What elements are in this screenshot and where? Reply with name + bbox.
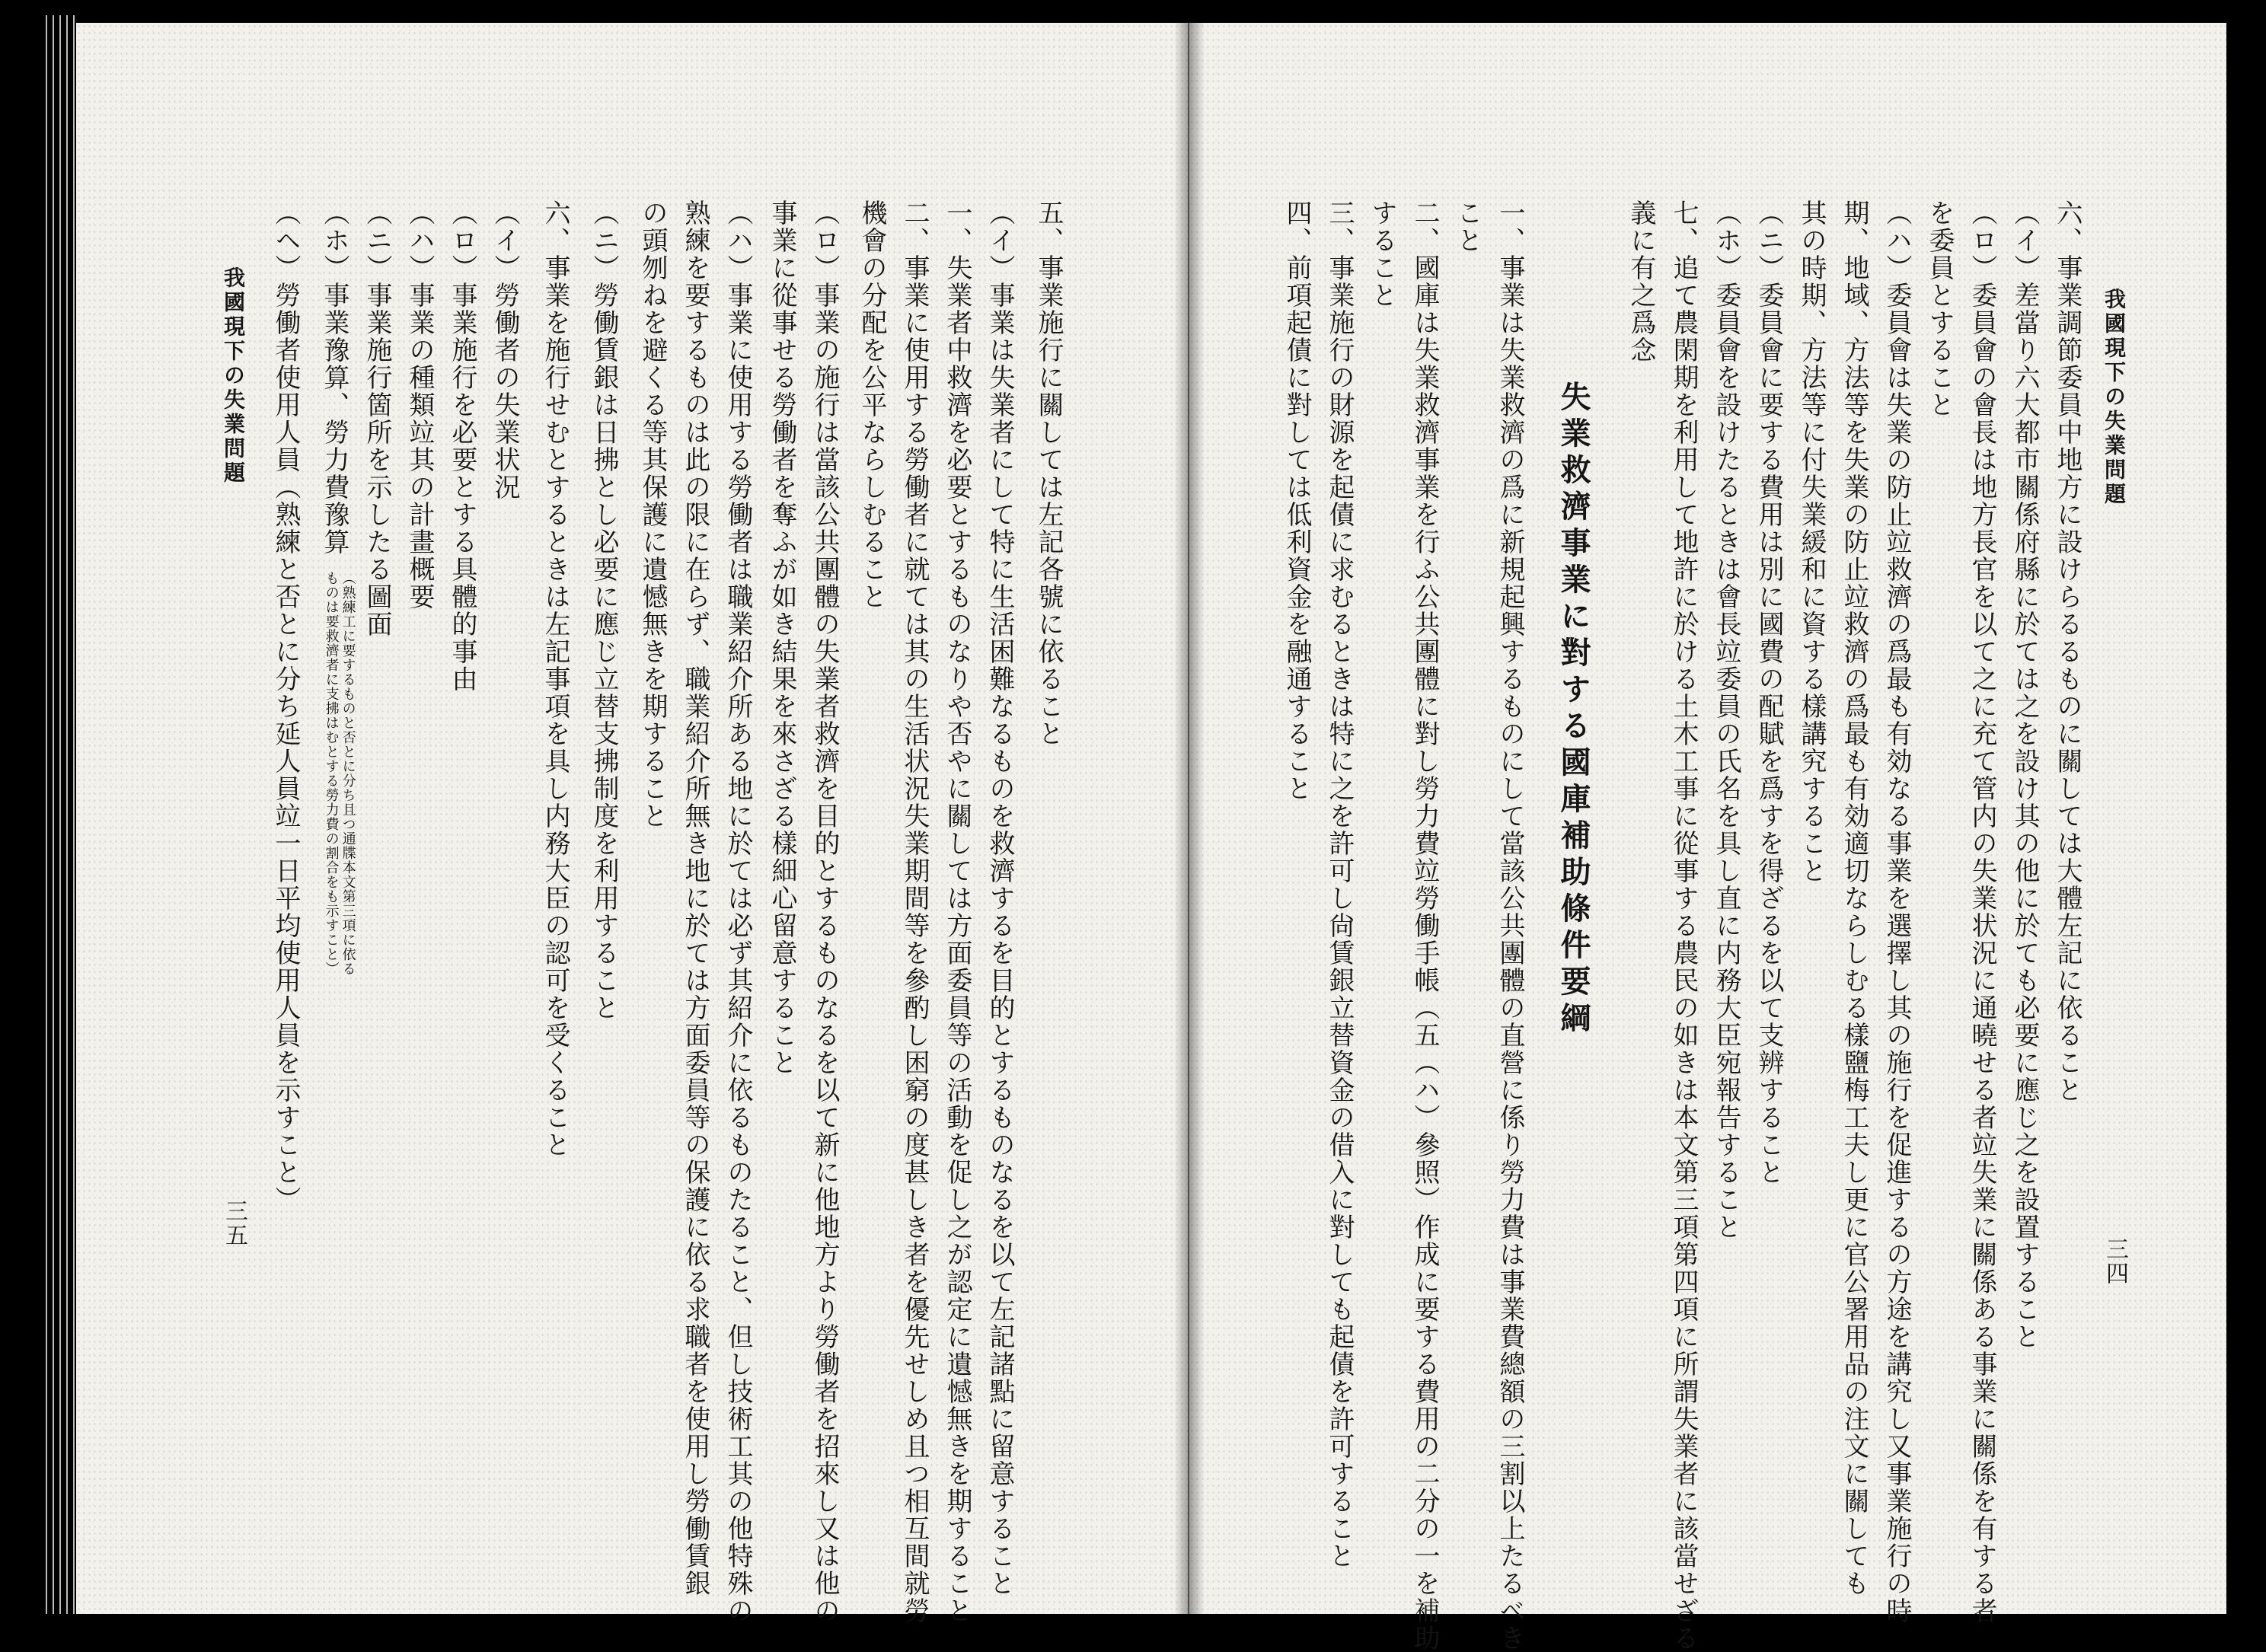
right-section-heading: 失業救濟事業に對する國庫補助條件要綱 <box>1556 381 1591 1038</box>
right-line-13: 一、事業は失業救濟の爲に新規起興するものにして當該公共團體の直營に係り勞力費は事業費總額の三割以上たるべき <box>1495 199 1525 1652</box>
left-line-2: （イ）事業は失業者にして特に生活困難なるものを救濟するを目的とするものなるを以て左記諸點に留意すること <box>985 199 1015 1597</box>
left-line-6: （ロ）事業の施行は當該公共團體の失業者救濟を目的とするものなるを以て新に他地方より勞働者を招來し又は他の <box>809 199 840 1625</box>
book-gutter <box>1174 23 1205 1614</box>
left-line-10: の頭刎ねを避くる等其保護に遺憾無きを期すること <box>637 199 668 830</box>
left-line-11: （ニ）勞働賃銀は日拂とし必要に應じ立替支拂制度を利用すること <box>589 199 619 1022</box>
right-line-18: 四、前項起債に對しては低利資金を融通すること <box>1281 199 1312 802</box>
right-line-10: 七、追て農閑期を利用して地許に於ける土木工事に從事する農民の如きは本文第三項第四項に所謂失業者に該當せざる <box>1668 199 1699 1652</box>
left-line-18: （ヘ）勞働者使用人員（熟練と否とに分ち延人員竝一日平均使用人員を示すこと） <box>270 199 301 1213</box>
left-page <box>76 23 1189 1614</box>
left-line-5: 機會の分配を公平ならしむること <box>857 199 887 611</box>
left-line-12: 六、事業を施行せむとするときは左記事項を具し内務大臣の認可を受くること <box>540 199 570 1159</box>
right-line-2: （イ）差當り六大都市關係府縣に於ては之を設け其の他に於ても必要に應じ之を設置すること <box>2009 199 2040 1351</box>
right-line-4: を委員とすること <box>1924 199 1955 419</box>
right-line-8: （ニ）委員會に要する費用は別に國費の配賦を爲すを得ざるを以て支辨すること <box>1754 199 1784 1186</box>
right-line-14: こと <box>1452 199 1482 254</box>
right-line-5: （ハ）委員會は失業の防止竝救濟の爲最も有効なる事業を選擇し其の施行を促進するの方途を講究し又事業施行の時 <box>1881 199 1912 1625</box>
left-line-3: 一、失業者中救濟を必要とするものなりや否やに關しては方面委員等の活動を促し之が認定に遺憾無きを期すること <box>942 199 972 1625</box>
right-line-3: （ロ）委員會の會長は地方長官を以て之に充て管内の失業状況に通曉せる者竝失業に關係ある事業に關係を有する者 <box>1967 199 1997 1625</box>
right-line-9: （ホ）委員會を設けたるときは會長竝委員の氏名を具し直に内務大臣宛報告すること <box>1711 199 1741 1241</box>
right-line-16: すること <box>1367 199 1397 309</box>
left-line-8: （ハ）事業に使用する勞働者は職業紹介所ある地に於ては必ず其紹介に依るものたること、但し技術工其の他特殊の <box>723 199 753 1625</box>
right-running-header: 我國現下の失業問題 <box>2102 288 2127 507</box>
left-folio: 三五 <box>221 1199 247 1248</box>
right-line-15: 二、國庫は失業救濟事業を行ふ公共團體に對し勞力費竝勞働手帳（五（ハ）參照）作成に要する費用の二分の一を補助 <box>1409 199 1440 1652</box>
right-folio: 三四 <box>2102 1237 2128 1286</box>
left-line-13: （イ）勞働者の失業状況 <box>490 199 520 501</box>
right-line-6: 期、地域、方法等を失業の防止竝救濟の爲最も有効適切ならしむる樣鹽梅工夫し更に官公署用品の注文に關しても <box>1839 199 1869 1597</box>
left-line-15: （ハ）事業の種類竝其の計畫概要 <box>404 199 435 611</box>
left-line-16: （ニ）事業施行箇所を示したる圖面 <box>362 199 392 638</box>
left-note-line-1: （熟練工に要するものと否とに分ち且つ通牒本文第三項に依る <box>340 571 356 976</box>
left-line-17: （ホ）事業豫算、勞力費豫算 <box>319 199 349 556</box>
left-line-14: （ロ）事業施行を必要とする具體的事由 <box>447 199 477 693</box>
right-line-7: 其の時期、方法等に付失業緩和に資する樣講究すること <box>1796 199 1827 885</box>
right-line-17: 三、事業施行の財源を起債に求むるときは特に之を許可し尙賃銀立替資金の借入に對しても起債を許可すること <box>1324 199 1355 1570</box>
right-line-11: 義に有之爲念 <box>1626 199 1656 364</box>
right-line-1: 六、事業調節委員中地方に設けらるるものに關しては大體左記に依ること <box>2052 199 2082 1104</box>
left-line-9: 熟練を要するものは此の限に在らず、職業紹介所無き地に於ては方面委員等の保護に依る求職者を使用し勞働賃銀 <box>680 199 710 1597</box>
left-line-4: 二、事業に使用する勞働者に就ては其の生活状況失業期間等を參酌し困窮の度甚しき者を優先せしめ且つ相互間就勞 <box>899 199 930 1625</box>
left-line-7: 事業に從事せる勞働者を奪ふが如き結果を來さざる樣細心留意すること <box>767 199 797 1076</box>
left-line-1: 五、事業施行に關しては左記各號に依ること <box>1033 199 1064 748</box>
left-note-line-2: ものは要救濟者に支拂はむとする勞力費の割合をも示すこと） <box>323 571 340 976</box>
left-running-header: 我國現下の失業問題 <box>221 266 246 486</box>
